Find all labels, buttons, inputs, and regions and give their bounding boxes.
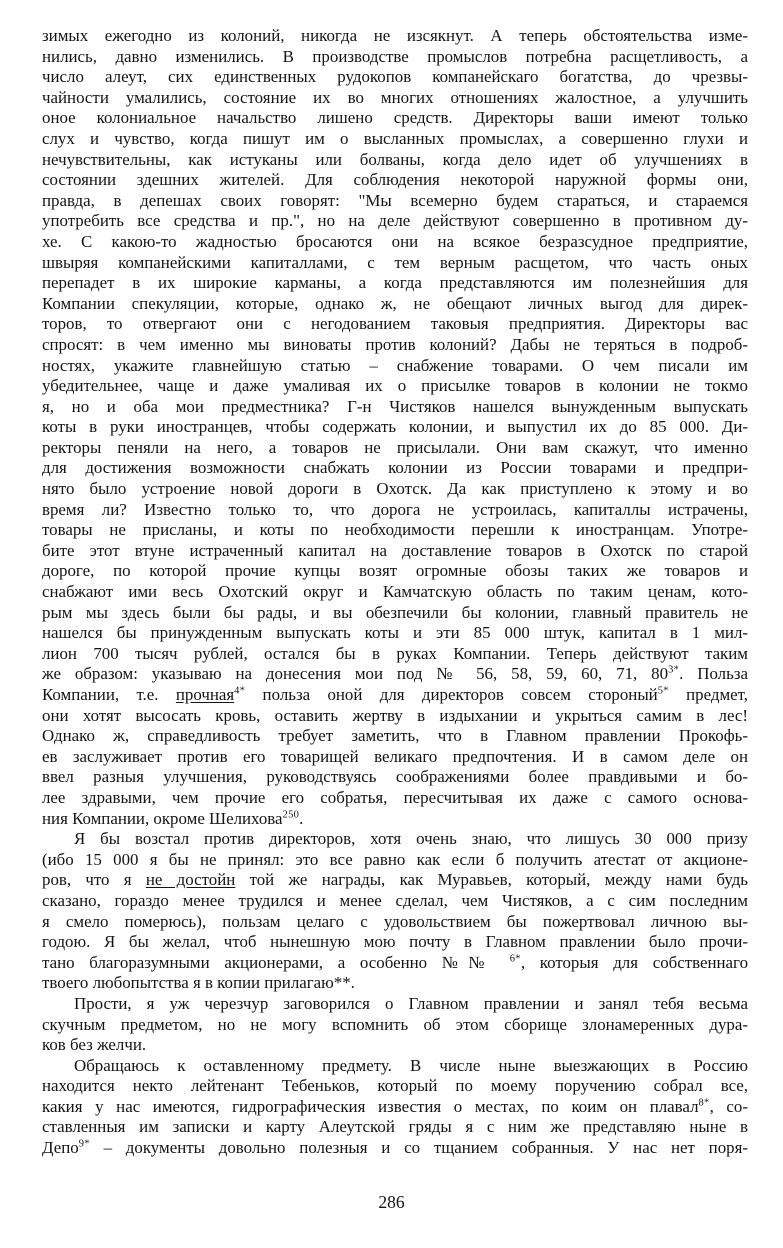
- footnote-marker: 9*: [78, 1138, 90, 1150]
- text-line: Депо$^{9*}$ – документы довольно полезныя и со тщанием собранныя. У нас нет поря-: [42, 1138, 748, 1158]
- text-line: сказано, гораздо менее трудился и менее сделал, чем Чистяков, а с сим последним: [42, 890, 748, 910]
- text-line: лее здравыми, чем прочие его собратья, пересчитывая их даже с самого основа-: [42, 787, 748, 807]
- text-line: Я бы возстал против директоров, хотя очень знаю, что лишусь 30 000 призу: [74, 829, 748, 849]
- text-line: дороге, по которой прочие купцы возят огромные обозы таких же товаров и: [42, 561, 748, 581]
- text-line: перепадет в их широкие карманы, а когда представляются им полезнейшия для: [42, 273, 748, 293]
- paragraph: [42, 829, 748, 994]
- text-line: убедительнее, чаще и даже умаливая их о присылке товаров в колонии не токмо: [42, 376, 748, 396]
- text-line: ров, что я не достойн той же награды, как Муравьев, который, между нами будь: [42, 870, 748, 890]
- footnote-marker: 250: [282, 808, 300, 820]
- text-line: же образом: указываю на донесения мои под № 56, 58, 59, 60, 71, 80$^{3*}$. Польза: [42, 664, 748, 684]
- underlined-text: не достойн: [145, 870, 236, 890]
- page-number: 286: [378, 1192, 405, 1212]
- text-line: оное колониальное начальство лишено средств. Директоры ваши имеют только: [42, 108, 748, 128]
- text-line: хе. С какою-то жадностью бросаются они на всякое безразсудное предприятие,: [42, 231, 748, 251]
- text-line: скучным предметом, но не могу вспомнить об этом сборище злонамеренных дура-: [42, 1014, 748, 1034]
- text-line: ков без желчи.: [42, 1035, 147, 1055]
- text-line: правда, в депешах своих говорят: "Мы всемерно будем стараться, и стараемся: [42, 190, 748, 210]
- text-line: ввел разныя улучшения, руководствуясь соображениями более правдивыми и бо-: [42, 767, 748, 787]
- text-line: спросят: в чем именно мы виноваты против колоний? Дабы не теряться в подроб-: [42, 334, 748, 354]
- text-line: находится некто лейтенант Тебеньков, который по моему поручению собрал все,: [42, 1076, 748, 1096]
- text-line: зимых ежегодно из колоний, никогда не изсякнут. А теперь обстоятельства изме-: [42, 26, 748, 45]
- text-line: швыряя компанейскими капиталлами, с тем верным расщетом, что часть оных: [42, 252, 748, 272]
- text-line: снабжают ими весь Охотский округ и Камчатскую область по таким ценам, кото-: [42, 582, 748, 602]
- text-line: число алеут, сих единственных рудокопов компанейскаго богатства, до чрезвы-: [42, 67, 748, 87]
- text-line: Компании спекуляции, которые, однако ж, не обещают личных выгод для дирек-: [42, 293, 748, 313]
- text-line: твоего любопытства я в копии прилагаю**.: [42, 973, 355, 993]
- text-line: состоянии здешних жителей. Для соблюдения некоторой наружной формы они,: [42, 170, 748, 190]
- text-line: ев заслуживает против его товарищей великаго предпочтения. И в самом деле он: [42, 746, 748, 766]
- paragraph: [42, 26, 748, 829]
- text-line: употребить все средства и пр.", но на деле действуют совершенно в противном ду-: [42, 211, 748, 231]
- text-line: Компании, т.е. прочная$^{4*}$ польза оной для директоров совсем стороный$^{5*}$ предмет,: [42, 685, 748, 704]
- text-block: [42, 26, 748, 1159]
- text-line: бите этот втуне истраченный капитал на доставление товаров в Охотск по старой: [42, 540, 748, 560]
- text-line: для достижения возможности снабжать колонии из России товарами и предпри-: [42, 458, 748, 478]
- text-line: лион 700 тысяч рублей, остался бы в руках Компании. Теперь действуют таким: [42, 643, 748, 663]
- underlined-text: прочная: [175, 685, 235, 704]
- text-line: время ли? Известно только то, что дорога не устроилась, капиталлы истрачены,: [42, 499, 748, 519]
- text-line: торов, то отвергают они с негодованием таковыя предприятия. Директоры вас: [42, 314, 748, 334]
- text-line: я смело померюсь), пользам целаго с удовольствием бы пожертвовал личною вы-: [42, 911, 748, 931]
- text-line: годою. Я бы желал, чтоб нынешную мою почту в Главном правлении было прочи-: [42, 932, 748, 952]
- paragraph: [42, 994, 748, 1056]
- text-line: какия у нас имеются, гидрографическия известия о местах, по коим он плавал$^{8*}$, со-: [42, 1096, 748, 1116]
- footnote-marker: 5*: [657, 685, 669, 697]
- text-line: нились, давно изменились. В производстве промыслов потребна расщетливость, а: [42, 46, 748, 66]
- text-line: нечувствительны, как истуканы или болваны, когда дело идет об улучшениях в: [42, 149, 748, 169]
- text-line: ния Компании, окроме Шелихова$^{250}$.: [42, 808, 304, 828]
- text-line: нято было устроение новой дороги в Охотск. Да как приступлено к этому и во: [42, 479, 748, 499]
- text-line: (ибо 15 000 я бы не принял: это все равно как если б получить атестат от акционе-: [42, 849, 748, 869]
- text-line: ностях, укажите главнейшую статью – снабжение товарами. О чем писали им: [42, 355, 748, 375]
- text-line: рым мы здесь были бы рады, и вы обезпечили бы колонии, главный правитель не: [42, 602, 748, 622]
- text-line: Прости, я уж черезчур заговорился о Главном правлении и занял тебя весьма: [74, 993, 748, 1013]
- footnote-marker: 4*: [234, 685, 246, 697]
- text-line: коты в руки иностранцев, чтобы содержать колонии, и выпустил их до 85 000. Ди-: [42, 417, 748, 437]
- text-line: слух и чувство, когда пишут им о высланных промыслах, а совершенно глухи и: [42, 128, 748, 148]
- footnote-marker: 6*: [509, 953, 521, 965]
- text-line: нашелся бы принужденным выпускать коты и эти 85 000 штук, капитал в 1 мил-: [42, 623, 748, 643]
- text-line: чайности умалились, состояние их во многих отношениях жалостное, а улучшить: [42, 87, 748, 107]
- paragraph: [42, 1056, 748, 1159]
- text-line: тано благоразумными акционерами, а особенно №№ $^{6*}$, которыя для собственнаго: [42, 952, 748, 972]
- text-line: Однако ж, справедливость требует заметить, что в Главном правлении Прокофь-: [42, 726, 748, 746]
- text-line: Обращаюсь к оставленному предмету. В числе ныне выезжающих в Россию: [74, 1055, 748, 1075]
- text-line: я, но и оба мои предместника? Г-н Чистяков нашелся вынужденным выпускать: [42, 396, 748, 416]
- footnote-marker: 8*: [698, 1097, 710, 1109]
- text-line: товары не присланы, и коты по необходимости перешли к иностранцам. Употре-: [42, 520, 748, 540]
- text-line: ректоры пеняли на него, а товаров не присылали. Они вам скажут, что именно: [42, 437, 748, 457]
- footnote-marker: 3*: [668, 664, 680, 676]
- text-line: они хотят высосать кровь, оставить жертву в издыхании и укрыться самим в лес!: [42, 705, 748, 725]
- text-line: ставленныя им записки и карту Алеутской гряды я с ним же представляю ныне в: [42, 1117, 748, 1137]
